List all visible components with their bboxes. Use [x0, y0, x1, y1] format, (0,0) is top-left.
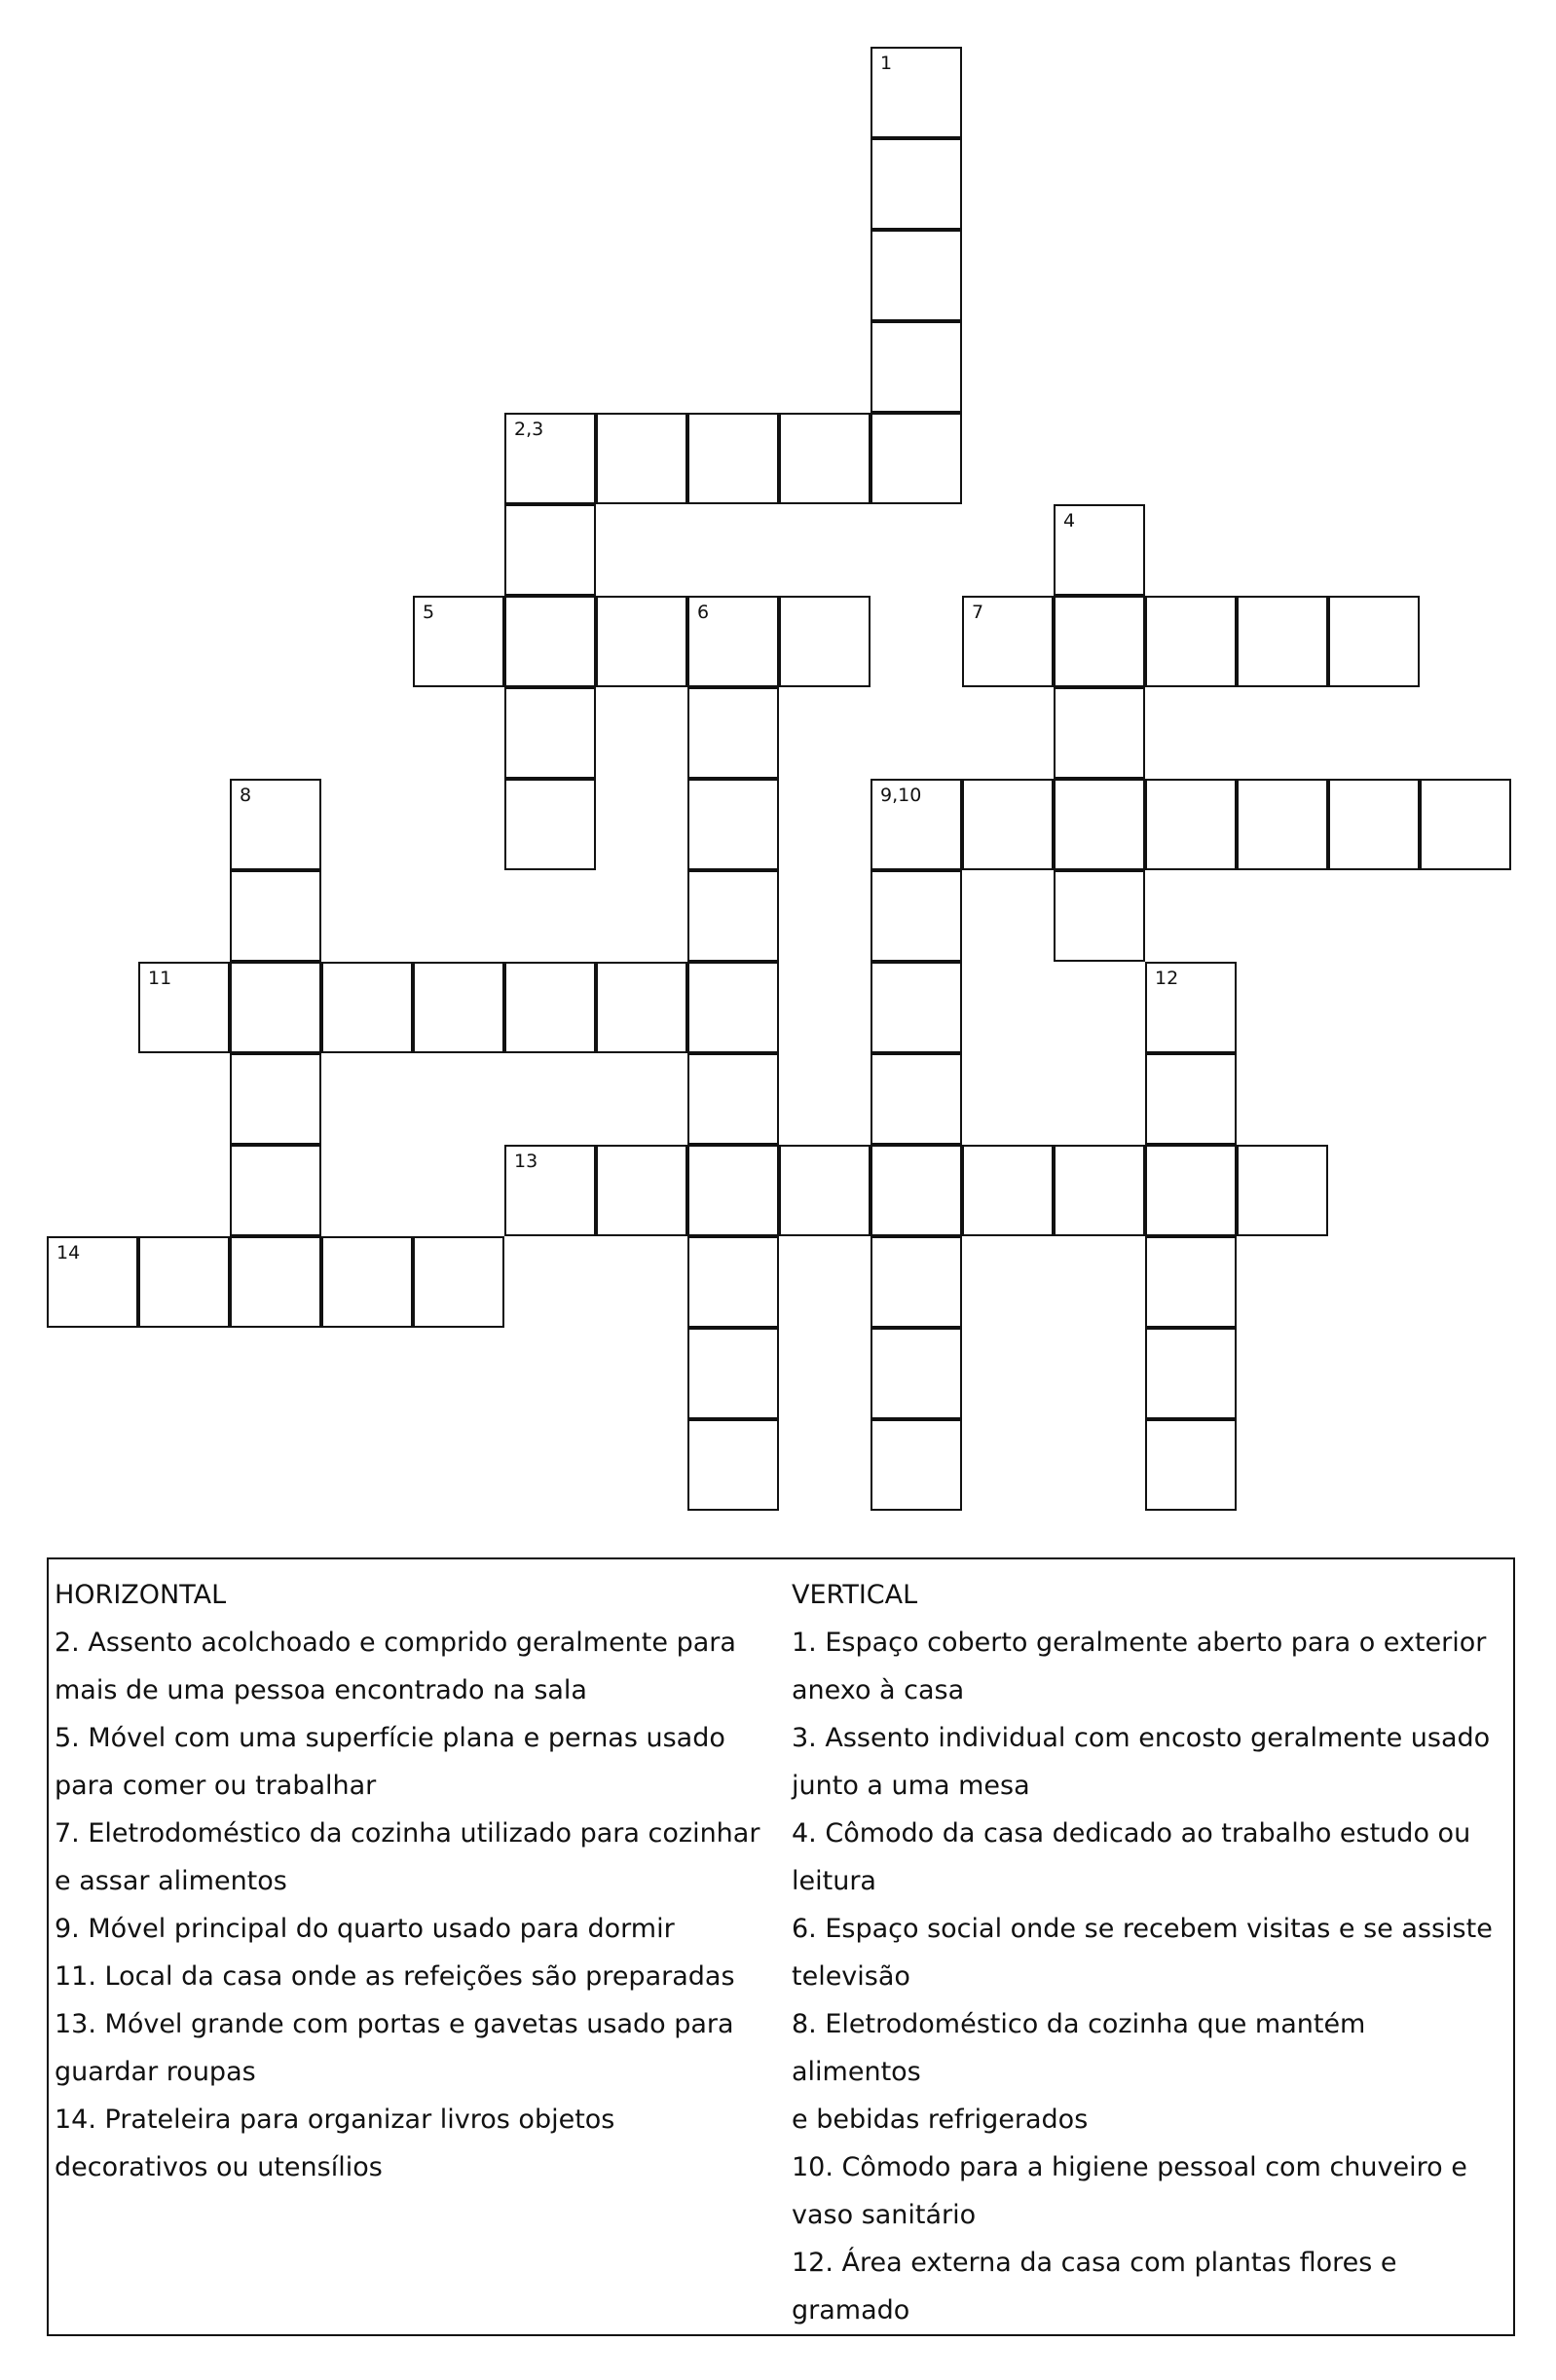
clue-v-4-line2: leitura: [792, 1866, 876, 1896]
grid-cell[interactable]: [504, 779, 596, 870]
clue-h-13-line2: guardar roupas: [55, 2057, 256, 2087]
clue-number: 2,3: [514, 419, 544, 440]
grid-cell[interactable]: [1145, 1236, 1237, 1328]
grid-cell[interactable]: [504, 504, 596, 596]
grid-cell[interactable]: [504, 687, 596, 779]
grid-cell[interactable]: [871, 1419, 962, 1511]
grid-cell[interactable]: [596, 1145, 687, 1236]
clue-v-12-line1: 12. Área externa da casa com plantas flores e: [792, 2248, 1397, 2278]
clue-v-6-line2: televisão: [792, 1961, 910, 1992]
grid-cell-7[interactable]: [962, 596, 1054, 687]
clue-number: 11: [148, 968, 172, 989]
grid-cell[interactable]: [596, 413, 687, 504]
grid-cell[interactable]: [687, 1328, 779, 1419]
grid-cell[interactable]: [871, 1236, 962, 1328]
grid-cell[interactable]: [596, 962, 687, 1053]
grid-cell[interactable]: [1328, 596, 1420, 687]
grid-cell[interactable]: [1145, 1419, 1237, 1511]
clue-number: 4: [1063, 510, 1076, 531]
grid-cell[interactable]: [1054, 596, 1145, 687]
horizontal-heading: HORIZONTAL: [55, 1580, 227, 1610]
grid-cell[interactable]: [1237, 1145, 1328, 1236]
grid-cell[interactable]: [321, 1236, 413, 1328]
grid-cell[interactable]: [1145, 1145, 1237, 1236]
grid-cell[interactable]: [1054, 870, 1145, 962]
grid-cell[interactable]: [1237, 779, 1328, 870]
grid-cell[interactable]: [871, 1328, 962, 1419]
grid-cell[interactable]: [687, 1419, 779, 1511]
grid-cell[interactable]: [321, 962, 413, 1053]
grid-cell-4[interactable]: [1054, 504, 1145, 596]
grid-cell[interactable]: [779, 1145, 871, 1236]
grid-cell[interactable]: [413, 1236, 504, 1328]
grid-cell[interactable]: [1237, 596, 1328, 687]
grid-cell[interactable]: [871, 321, 962, 413]
grid-cell[interactable]: [871, 1053, 962, 1145]
grid-cell[interactable]: [413, 962, 504, 1053]
clue-h-14-line2: decorativos ou utensílios: [55, 2152, 383, 2182]
grid-cell-12[interactable]: [1145, 962, 1237, 1053]
clue-v-3-line1: 3. Assento individual com encosto geralmente usado: [792, 1723, 1491, 1753]
clue-h-7-line1: 7. Eletrodoméstico da cozinha utilizado para cozinhar: [55, 1818, 760, 1849]
clue-number: 1: [880, 53, 893, 74]
clue-v-8-line2: e bebidas refrigerados: [792, 2105, 1089, 2135]
clue-h-9-line1: 9. Móvel principal do quarto usado para dormir: [55, 1914, 675, 1944]
grid-cell-13[interactable]: [504, 1145, 596, 1236]
grid-cell[interactable]: [138, 1236, 230, 1328]
clue-number: 14: [56, 1242, 81, 1263]
clue-h-5-line2: para comer ou trabalhar: [55, 1771, 377, 1801]
grid-cell-1[interactable]: [871, 47, 962, 138]
clue-v-6-line1: 6. Espaço social onde se recebem visitas e se assiste: [792, 1914, 1493, 1944]
clue-h-2-line2: mais de uma pessoa encontrado na sala: [55, 1675, 587, 1705]
grid-cell[interactable]: [962, 1145, 1054, 1236]
grid-cell[interactable]: [871, 870, 962, 962]
grid-cell[interactable]: [1420, 779, 1511, 870]
grid-cell-9-10[interactable]: [871, 779, 962, 870]
clue-number: 7: [972, 602, 984, 623]
grid-cell[interactable]: [1328, 779, 1420, 870]
grid-cell[interactable]: [687, 1236, 779, 1328]
vertical-clues: [792, 1571, 1502, 2334]
grid-cell[interactable]: [1054, 779, 1145, 870]
clue-v-1-line1: 1. Espaço coberto geralmente aberto para o exterior: [792, 1628, 1487, 1658]
grid-cell[interactable]: [1145, 779, 1237, 870]
clue-h-7-line2: e assar alimentos: [55, 1866, 287, 1896]
clue-h-5-line1: 5. Móvel com uma superfície plana e pernas usado: [55, 1723, 725, 1753]
grid-cell[interactable]: [687, 870, 779, 962]
clue-number: 13: [514, 1151, 538, 1172]
grid-cell[interactable]: [230, 1236, 321, 1328]
grid-cell[interactable]: [687, 962, 779, 1053]
clue-v-8-line1: 8. Eletrodoméstico da cozinha que mantém alimentos: [792, 2009, 1366, 2087]
clue-v-3-line2: junto a uma mesa: [792, 1771, 1030, 1801]
grid-cell[interactable]: [230, 962, 321, 1053]
grid-cell[interactable]: [962, 779, 1054, 870]
grid-cell[interactable]: [687, 1145, 779, 1236]
clue-v-1-line2: anexo à casa: [792, 1675, 965, 1705]
clue-h-11-line1: 11. Local da casa onde as refeições são preparadas: [55, 1961, 735, 1992]
grid-cell[interactable]: [871, 1145, 962, 1236]
grid-cell[interactable]: [1145, 1053, 1237, 1145]
grid-cell[interactable]: [687, 413, 779, 504]
clue-h-13-line1: 13. Móvel grande com portas e gavetas usado para: [55, 2009, 734, 2039]
grid-cell-14[interactable]: [47, 1236, 138, 1328]
grid-cell[interactable]: [779, 596, 871, 687]
clue-h-14-line1: 14. Prateleira para organizar livros objetos: [55, 2105, 615, 2135]
grid-cell[interactable]: [230, 1053, 321, 1145]
grid-cell[interactable]: [687, 1053, 779, 1145]
grid-cell[interactable]: [596, 596, 687, 687]
grid-cell-2-3[interactable]: [504, 413, 596, 504]
grid-cell-11[interactable]: [138, 962, 230, 1053]
grid-cell[interactable]: [504, 962, 596, 1053]
clue-h-2-line1: 2. Assento acolchoado e comprido geralmente para: [55, 1628, 736, 1658]
clue-number: 8: [240, 785, 252, 806]
clues-panel: [47, 1557, 1515, 2336]
clue-v-12-line2: gramado: [792, 2295, 910, 2325]
grid-cell[interactable]: [871, 138, 962, 230]
vertical-heading: VERTICAL: [792, 1580, 918, 1610]
grid-cell-5[interactable]: [413, 596, 504, 687]
grid-cell[interactable]: [504, 596, 596, 687]
grid-cell-6[interactable]: [687, 596, 779, 687]
clue-number: 6: [697, 602, 710, 623]
grid-cell[interactable]: [1145, 1328, 1237, 1419]
grid-cell[interactable]: [230, 870, 321, 962]
clue-v-4-line1: 4. Cômodo da casa dedicado ao trabalho estudo ou: [792, 1818, 1471, 1849]
grid-cell[interactable]: [1145, 596, 1237, 687]
clue-v-10-line2: vaso sanitário: [792, 2200, 977, 2230]
grid-cell[interactable]: [871, 230, 962, 321]
grid-cell[interactable]: [687, 687, 779, 779]
grid-cell[interactable]: [871, 413, 962, 504]
clue-number: 5: [423, 602, 435, 623]
grid-cell[interactable]: [687, 779, 779, 870]
grid-cell-8[interactable]: [230, 779, 321, 870]
clue-number: 12: [1155, 968, 1179, 989]
grid-cell[interactable]: [871, 962, 962, 1053]
clue-number: 9,10: [880, 785, 922, 806]
grid-cell[interactable]: [1054, 1145, 1145, 1236]
horizontal-clues: [55, 1571, 775, 2191]
grid-cell[interactable]: [779, 413, 871, 504]
grid-cell[interactable]: [230, 1145, 321, 1236]
clue-v-10-line1: 10. Cômodo para a higiene pessoal com chuveiro e: [792, 2152, 1467, 2182]
grid-cell[interactable]: [1054, 687, 1145, 779]
